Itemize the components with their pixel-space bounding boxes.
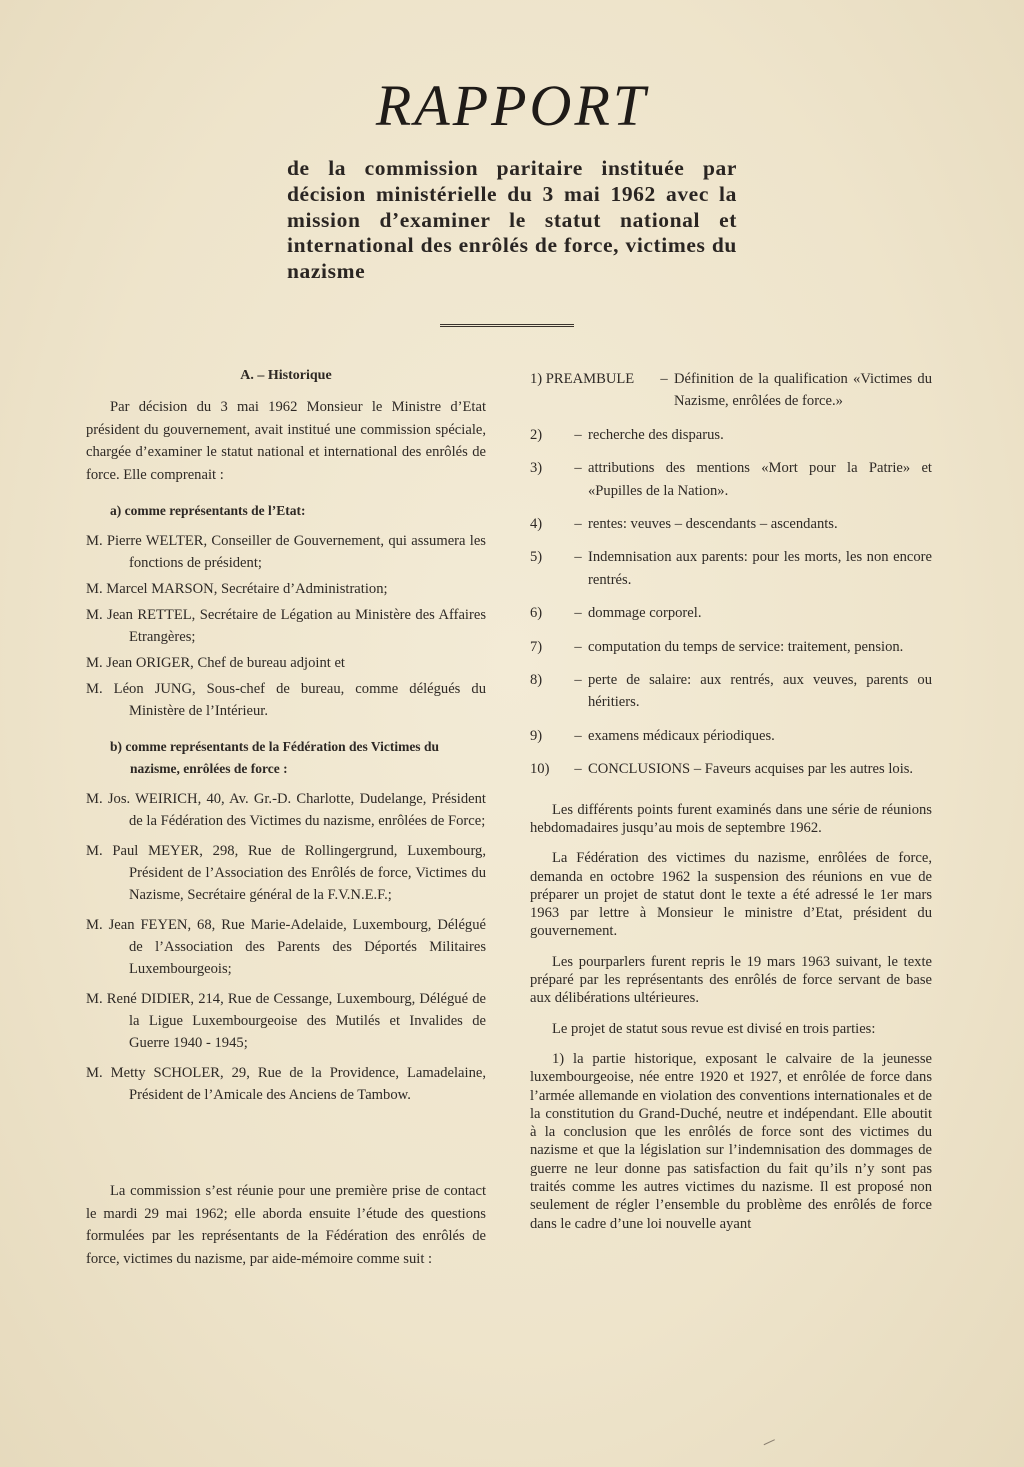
agenda-item <box>530 758 932 780</box>
agenda-item-dash: – <box>574 460 582 477</box>
agenda-item <box>530 602 932 624</box>
agenda-item-text: Indemnisation aux parents: pour les morts, les non encore rentrés. <box>588 549 932 588</box>
member-entry: M. Pierre WELTER, Conseiller de Gouvernement, qui assumera les fonctions de président; <box>86 533 486 571</box>
agenda-item-number: 6) <box>530 605 543 622</box>
agenda-item <box>530 513 932 535</box>
agenda-item-dash: – <box>574 549 582 566</box>
agenda-item-dash: – <box>574 516 582 533</box>
agenda-item-text: examens médicaux périodiques. <box>588 727 775 744</box>
agenda-item-text: perte de salaire: aux rentrés, aux veuves, parents ou héritiers. <box>588 672 932 711</box>
agenda-item <box>530 368 932 413</box>
agenda-item-number: 8) <box>530 672 543 689</box>
agenda-item-dash: – <box>574 727 582 744</box>
agenda-item-dash: – <box>660 371 668 387</box>
agenda-item-number: 7) <box>530 638 543 655</box>
right-column <box>530 368 932 1245</box>
body-paragraph: Les pourparlers furent repris le 19 mars 1963 suivant, le texte préparé par les représentants des enrôlés de force servant de base aux délibérations ultérieures. <box>530 953 932 1007</box>
section-heading: A. – Historique <box>240 368 332 383</box>
agenda-item-number: 1) PREAMBULE <box>530 371 635 387</box>
agenda-item-text: CONCLUSIONS – Faveurs acquises par les autres lois. <box>588 761 914 778</box>
agenda-item-number: 9) <box>530 727 543 744</box>
agenda-item-dash: – <box>574 426 582 443</box>
member-entry: M. René DIDIER, 214, Rue de Cessange, Luxembourg, Délégué de la Ligue Luxembourgeoise des Mutilés et Invalides de Guerre 1940 - 1945; <box>86 991 486 1051</box>
agenda-item-dash: – <box>574 605 582 622</box>
agenda-item-text: Définition de la qualification «Victimes du Nazisme, enrôlées de force.» <box>674 371 932 410</box>
agenda-item-number: 2) <box>530 426 543 443</box>
agenda-item-dash: – <box>574 638 582 655</box>
member-entry: M. Jos. WEIRICH, 40, Av. Gr.-D. Charlotte, Dudelange, Président de la Fédération des Victimes du nazisme, enrôlées de Force; <box>86 791 486 829</box>
agenda-item-text: attributions des mentions «Mort pour la Patrie» et «Pupilles de la Nation». <box>588 460 932 499</box>
agenda-item <box>530 725 932 747</box>
agenda-item-dash: – <box>574 761 582 778</box>
member-entry: M. Jean ORIGER, Chef de bureau adjoint et <box>86 655 345 671</box>
body-paragraph: Les différents points furent examinés dans une série de réunions hebdomadaires jusqu’au mois de septembre 1962. <box>530 801 932 836</box>
agenda-item <box>530 457 932 502</box>
agenda-item <box>530 636 932 658</box>
member-entry: M. Jean FEYEN, 68, Rue Marie-Adelaide, Luxembourg, Délégué de l’Association des Parents des Déportés Militaires Luxembourgeois; <box>86 917 486 977</box>
member-entry: M. Léon JUNG, Sous-chef de bureau, comme délégués du Ministère de l’Intérieur. <box>86 681 486 719</box>
agenda-item <box>530 669 932 714</box>
agenda-item-number: 4) <box>530 516 543 533</box>
agenda-item-dash: – <box>574 672 582 689</box>
body-paragraph: Le projet de statut sous revue est divisé en trois parties: <box>552 1020 876 1037</box>
agenda-item <box>530 424 932 446</box>
document-title: RAPPORT <box>375 73 649 138</box>
agenda-item-text: computation du temps de service: traitement, pension. <box>588 638 904 655</box>
title-divider <box>440 324 574 327</box>
left-column <box>86 368 486 1285</box>
agenda-item-text: dommage corporel. <box>588 605 702 622</box>
member-entry: M. Jean RETTEL, Secrétaire de Légation au Ministère des Affaires Etrangères; <box>86 607 486 645</box>
body-paragraph: 1) la partie historique, exposant le calvaire de la jeunesse luxembourgeoise, née entre 1920 et 1927, et enrôlée de force dans l’armée allemande en violation des conventions internationales et de la constitution du Grand-Duché, neutre et indépendant. Elle aboutit à la conclusion que les enrôlés de force sont des victimes du nazisme et que la législation sur l’indemnisation des dommages de guerre ne leur donne pas satisfaction du fait qu’ils n’y sont pas traités comme les autres victimes du nazisme. Il est proposé non seulement de régler l’ensemble du problème des enrôlés de force dans le cadre d’une loi nouvelle ayant <box>530 1050 932 1232</box>
member-entry: M. Paul MEYER, 298, Rue de Rollingergrund, Luxembourg, Président de l’Association des Enrôlés de force, Victimes du Nazisme, Secrétaire général de la F.V.N.E.F.; <box>86 843 486 903</box>
group-b-heading: b) comme représentants de la Fédération des Victimes du nazisme, enrôlées de force : <box>110 739 439 776</box>
intro-paragraph: Par décision du 3 mai 1962 Monsieur le Ministre d’Etat président du gouvernement, avait institué une commission spéciale, chargée d’examiner le statut national et international des enrôlés de force. Elle comprenait : <box>86 399 486 483</box>
agenda-item-number: 3) <box>530 460 543 477</box>
pen-mark <box>761 1434 775 1445</box>
agenda-item-number: 5) <box>530 549 543 566</box>
body-paragraph: La Fédération des victimes du nazisme, enrôlées de force, demanda en octobre 1962 la suspension des réunions en vue de préparer un projet de statut dont le texte a été adressé le 1er mars 1963 par lettre à Monsieur le ministre d’Etat, président du gouvernement. <box>530 850 932 940</box>
agenda-item-number: 10) <box>530 761 550 778</box>
member-entry: M. Metty SCHOLER, 29, Rue de la Providence, Lamadelaine, Président de l’Amicale des Anciens de Tambow. <box>86 1065 486 1103</box>
document-subtitle: de la commission paritaire instituée par décision ministérielle du 3 mai 1962 avec la mission d’examiner le statut national et international des enrôlés de force, victimes du nazisme <box>287 156 737 284</box>
agenda-item-text: recherche des disparus. <box>588 426 724 443</box>
agenda-item <box>530 546 932 591</box>
agenda-item-text: rentes: veuves – descendants – ascendants. <box>588 516 838 533</box>
group-a-heading: a) comme représentants de l’Etat: <box>110 503 306 518</box>
member-entry: M. Marcel MARSON, Secrétaire d’Administration; <box>86 581 388 597</box>
closing-paragraph: La commission s’est réunie pour une première prise de contact le mardi 29 mai 1962; elle aborda ensuite l’étude des questions formulées par les représentants de la Fédération des enrôlés de force, victimes du nazisme, par aide-mémoire comme suit : <box>86 1183 486 1267</box>
